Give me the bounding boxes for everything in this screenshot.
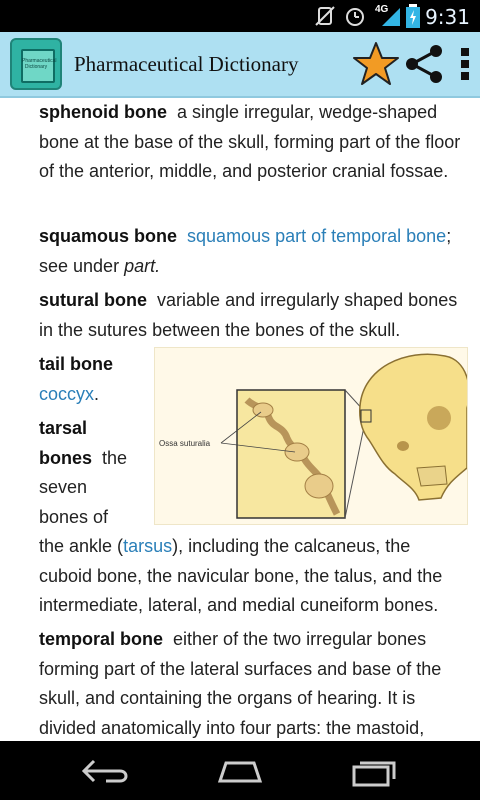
entry-definition: variable and irregularly shaped bones in the sutures between the bones of the skull. <box>39 290 458 340</box>
recent-apps-icon[interactable] <box>344 753 404 789</box>
signal-icon <box>380 6 402 28</box>
app-icon[interactable] <box>10 38 62 90</box>
entry-term: sutural bone <box>39 290 148 310</box>
silent-mode-icon <box>314 5 336 27</box>
entry-term-line1: tarsal <box>39 418 88 438</box>
entry-term: tail bone <box>39 354 114 374</box>
cross-reference-link[interactable]: tarsus <box>123 536 173 556</box>
illustration-label: Ossa suturalia <box>159 439 211 448</box>
entry-term: sphenoid bone <box>39 102 167 122</box>
definition-content[interactable] <box>0 98 480 741</box>
status-bar <box>0 0 480 32</box>
action-bar <box>0 32 480 98</box>
navigation-bar <box>0 741 480 800</box>
entry-squamous-bone <box>39 222 469 281</box>
entry-definition: ; see under <box>39 226 452 276</box>
skull-suture-diagram <box>155 348 467 524</box>
clock: 9:31 <box>425 5 470 29</box>
entry-definition-line: the ankle ( <box>39 536 124 556</box>
entry-term: temporal bone <box>39 629 164 649</box>
app-title: Pharmaceutical Dictionary <box>74 52 299 76</box>
overflow-menu-icon[interactable] <box>454 44 476 84</box>
entry-definition-line: intermediate, lateral, and medial cuneiform bones. <box>39 595 439 615</box>
entry-definition-italic: part. <box>124 255 161 276</box>
back-icon[interactable] <box>76 753 136 789</box>
entry-temporal-bone <box>39 625 469 741</box>
cross-reference-link[interactable]: squamous part of temporal bone <box>187 226 447 246</box>
favorite-star-icon[interactable] <box>352 40 400 88</box>
entry-definition-line: seven <box>39 477 88 497</box>
battery-icon <box>406 4 420 28</box>
entry-definition: either of the two irregular bones forming part of the lateral surfaces and base of the skull, and containing the organs of hearing. It is divided anatomically into four parts: the mastoid, <box>39 629 442 738</box>
entry-definition-line: bones of <box>39 506 109 527</box>
entry-definition: . <box>94 383 100 404</box>
share-icon[interactable] <box>404 44 444 84</box>
entry-tail-bone <box>39 350 149 409</box>
entry-term: squamous bone <box>39 226 178 246</box>
entry-sutural-bone <box>39 286 469 345</box>
entry-definition-line: the <box>102 447 128 468</box>
entry-definition-line: ), including the calcaneus, the <box>172 536 411 556</box>
entry-term-line2: bones <box>39 447 93 468</box>
entry-definition-line: cuboid bone, the navicular bone, the talus, and the <box>39 565 443 586</box>
entry-definition: a single irregular, wedge-shaped bone at the base of the skull, forming part of the floor of the anterior, middle, and posterior cranial fossae. <box>39 102 461 181</box>
skull-illustration <box>154 347 468 525</box>
network-type-label: 4G <box>375 4 389 15</box>
cross-reference-link[interactable]: coccyx <box>39 383 95 404</box>
home-icon[interactable] <box>210 753 270 789</box>
app-icon-label: Pharmaceutical Dictionary <box>22 58 57 70</box>
entry-sphenoid-bone <box>39 98 469 187</box>
alarm-icon <box>344 5 366 27</box>
